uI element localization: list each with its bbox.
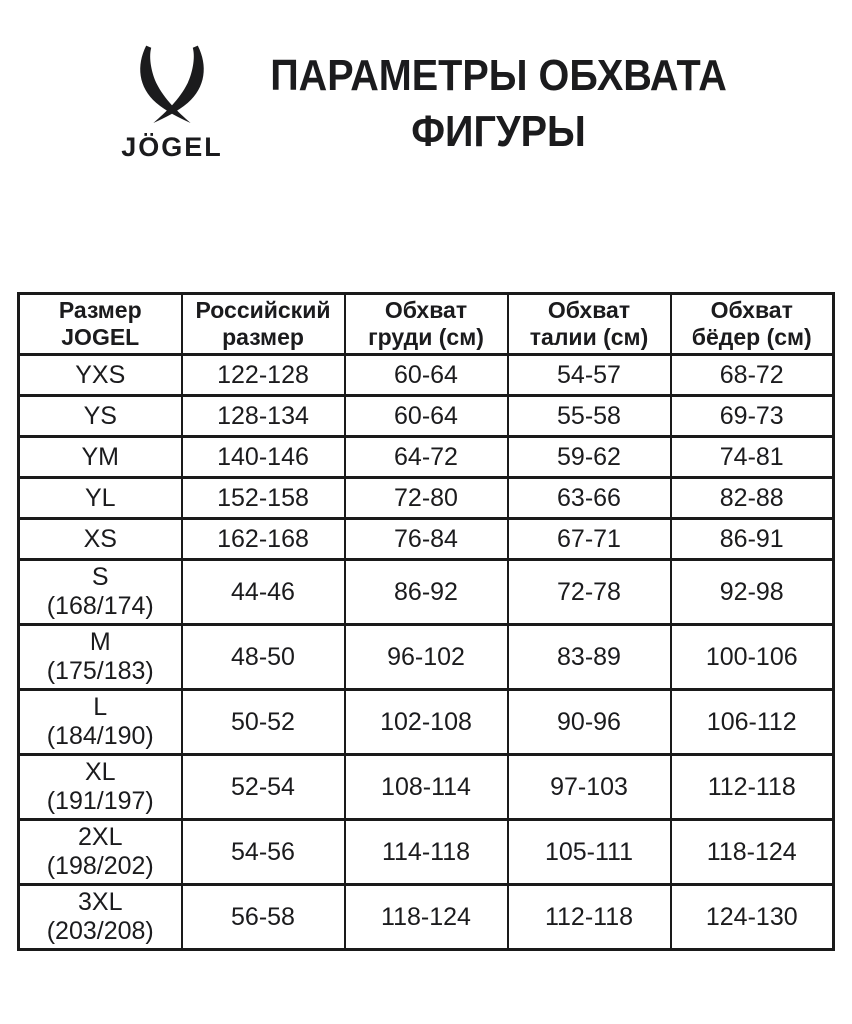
column-header-1: Российский размер xyxy=(182,294,345,355)
russian-size-cell: 162-168 xyxy=(182,519,345,560)
waist-cell: 105-111 xyxy=(508,820,671,885)
hips-cell: 86-91 xyxy=(671,519,834,560)
waist-cell: 55-58 xyxy=(508,396,671,437)
size-table xyxy=(17,292,835,951)
hips-cell: 82-88 xyxy=(671,478,834,519)
hips-cell: 118-124 xyxy=(671,820,834,885)
chest-cell: 72-80 xyxy=(345,478,508,519)
table-row xyxy=(19,820,834,885)
size-table-header-row xyxy=(19,294,834,355)
waist-cell: 59-62 xyxy=(508,437,671,478)
hips-cell: 68-72 xyxy=(671,355,834,396)
waist-cell: 90-96 xyxy=(508,690,671,755)
column-header-2: Обхват груди (см) xyxy=(345,294,508,355)
page-title-line1: ПАРАМЕТРЫ ОБХВАТА xyxy=(270,51,727,100)
chest-cell: 60-64 xyxy=(345,355,508,396)
size-cell: YL xyxy=(19,478,182,519)
russian-size-cell: 128-134 xyxy=(182,396,345,437)
waist-cell: 112-118 xyxy=(508,885,671,950)
russian-size-cell: 140-146 xyxy=(182,437,345,478)
size-cell: 3XL (203/208) xyxy=(19,885,182,950)
jogel-emblem-icon xyxy=(129,44,215,126)
russian-size-cell: 122-128 xyxy=(182,355,345,396)
page-title-line2: ФИГУРЫ xyxy=(411,107,586,157)
size-cell: S (168/174) xyxy=(19,560,182,625)
russian-size-cell: 44-46 xyxy=(182,560,345,625)
header xyxy=(0,0,852,180)
column-header-0: Размер JOGEL xyxy=(19,294,182,355)
table-row xyxy=(19,885,834,950)
table-row xyxy=(19,519,834,560)
russian-size-cell: 52-54 xyxy=(182,755,345,820)
size-table-body xyxy=(19,355,834,950)
size-cell: L (184/190) xyxy=(19,690,182,755)
waist-cell: 54-57 xyxy=(508,355,671,396)
waist-cell: 63-66 xyxy=(508,478,671,519)
chest-cell: 114-118 xyxy=(345,820,508,885)
column-header-3: Обхват талии (см) xyxy=(508,294,671,355)
russian-size-cell: 56-58 xyxy=(182,885,345,950)
size-cell: M (175/183) xyxy=(19,625,182,690)
table-row xyxy=(19,690,834,755)
chest-cell: 96-102 xyxy=(345,625,508,690)
russian-size-cell: 152-158 xyxy=(182,478,345,519)
waist-cell: 67-71 xyxy=(508,519,671,560)
hips-cell: 124-130 xyxy=(671,885,834,950)
size-cell: YM xyxy=(19,437,182,478)
size-cell: 2XL (198/202) xyxy=(19,820,182,885)
hips-cell: 74-81 xyxy=(671,437,834,478)
table-row xyxy=(19,355,834,396)
size-table-header xyxy=(19,294,834,355)
waist-cell: 97-103 xyxy=(508,755,671,820)
table-row xyxy=(19,755,834,820)
hips-cell: 100-106 xyxy=(671,625,834,690)
waist-cell: 72-78 xyxy=(508,560,671,625)
page-title xyxy=(248,48,749,161)
table-row xyxy=(19,437,834,478)
hips-cell: 69-73 xyxy=(671,396,834,437)
chest-cell: 64-72 xyxy=(345,437,508,478)
jogel-wordmark: JÖGEL xyxy=(121,132,223,162)
waist-cell: 83-89 xyxy=(508,625,671,690)
size-cell: XS xyxy=(19,519,182,560)
hips-cell: 92-98 xyxy=(671,560,834,625)
size-cell: YXS xyxy=(19,355,182,396)
chest-cell: 118-124 xyxy=(345,885,508,950)
table-row xyxy=(19,560,834,625)
table-row xyxy=(19,396,834,437)
russian-size-cell: 54-56 xyxy=(182,820,345,885)
table-row xyxy=(19,478,834,519)
chest-cell: 108-114 xyxy=(345,755,508,820)
chest-cell: 60-64 xyxy=(345,396,508,437)
size-cell: YS xyxy=(19,396,182,437)
table-row xyxy=(19,625,834,690)
chest-cell: 86-92 xyxy=(345,560,508,625)
russian-size-cell: 48-50 xyxy=(182,625,345,690)
column-header-4: Обхват бёдер (см) xyxy=(671,294,834,355)
hips-cell: 106-112 xyxy=(671,690,834,755)
russian-size-cell: 50-52 xyxy=(182,690,345,755)
hips-cell: 112-118 xyxy=(671,755,834,820)
size-cell: XL (191/197) xyxy=(19,755,182,820)
chest-cell: 76-84 xyxy=(345,519,508,560)
chest-cell: 102-108 xyxy=(345,690,508,755)
jogel-logo xyxy=(104,44,240,163)
